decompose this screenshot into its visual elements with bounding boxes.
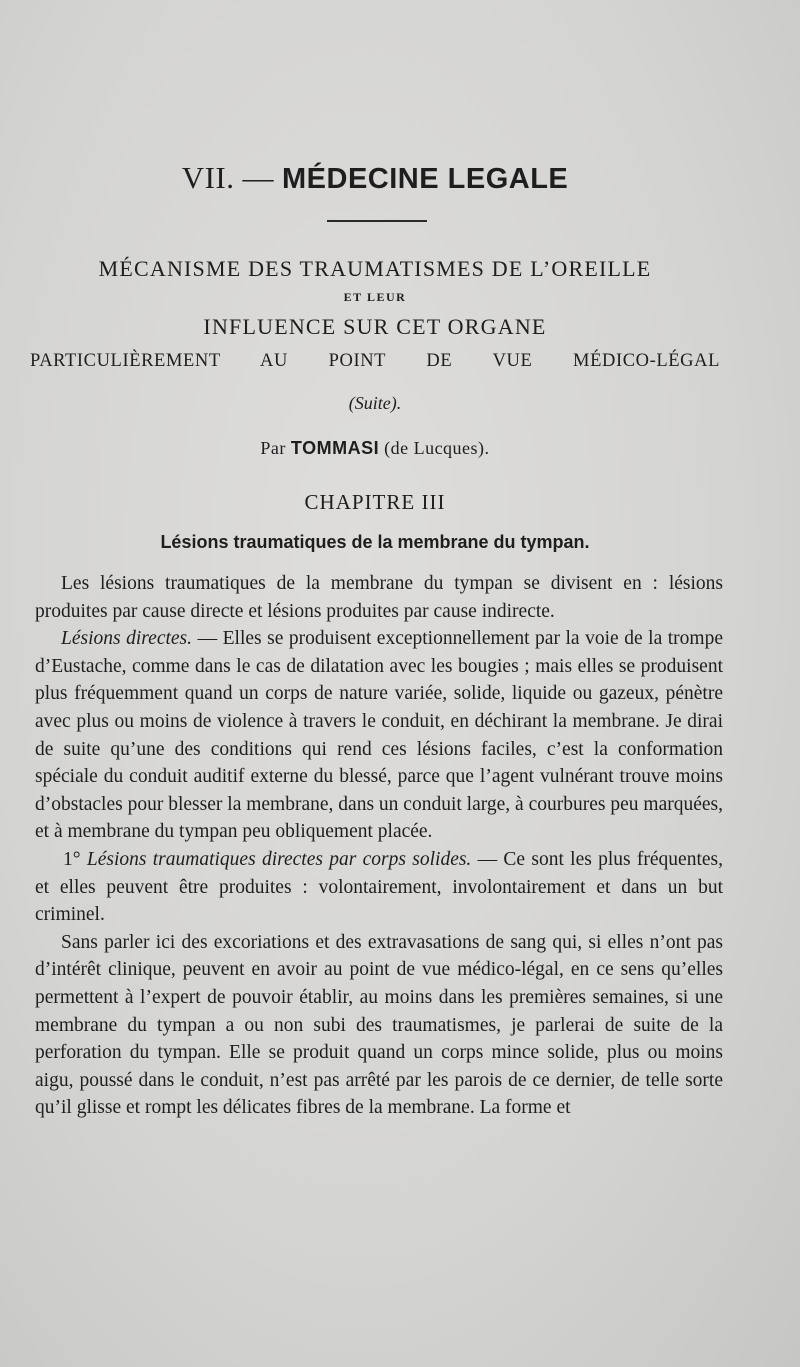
section-number: VII. bbox=[181, 160, 235, 195]
chapter-heading: CHAPITRE III bbox=[304, 490, 446, 514]
chapter-subheading: Lésions traumatiques de la membrane du tympan. bbox=[160, 532, 590, 552]
paragraph-2-text: — Elles se produisent exceptionnellement par la voie de la trompe d’Eustache, comme dans le cas de dilatation avec les bougies ; mais elles se produisent plus fréquemment quand un corps de nature variée, solide, liquide ou gazeux, pénètre avec plus ou moins de violence à travers le conduit, en déchirant la membrane. Je dirai de suite qu’une des conditions qui rend ces lésions faciles, c’est la conformation spéciale du conduit auditif externe du blessé, parce que l’agent vulnérant trouve moins d’obstacles pour blesser la membrane, dans un conduit large, à courbures peu marquées, et à membrane du tympan peu obliquement placée. bbox=[35, 628, 724, 843]
paragraph-3 bbox=[35, 846, 723, 929]
article-title-line-3: INFLUENCE SUR CET ORGANE bbox=[203, 314, 547, 339]
article-title-line-2: ET LEUR bbox=[343, 290, 407, 304]
paragraph-2 bbox=[35, 625, 723, 846]
section-title bbox=[0, 160, 750, 196]
paragraph-4: Sans parler ici des excoriations et des extravasations de sang qui, si elles n’ont pas d’intérêt clinique, peuvent en avoir au point de vue médico-légal, en ce sens qu’elles permettent à l’expert de pouvoir établir, au moins dans les premières semaines, si une membrane du tympan a ou non subi des traumatismes, je parlerai de suite de la perforation du tympan. Elle se produit quand un corps mince solide, plus ou moins aigu, poussé dans le conduit, n’est pas arrêté par les parois de ce dernier, de telle sorte qu’il glisse et rompt les délicates fibres de la membrane. La forme et bbox=[35, 931, 723, 1119]
article-title-suite: (Suite). bbox=[348, 393, 402, 413]
body-text bbox=[35, 570, 723, 1122]
paragraph-2-lead: Lésions directes. bbox=[61, 628, 193, 650]
author-name: TOMMASI bbox=[290, 438, 380, 458]
section-name: MÉDECINE LEGALE bbox=[282, 163, 569, 195]
article-title-line-4: PARTICULIÈREMENT AU POINT DE VUE MÉDICO-LÉGAL bbox=[30, 351, 720, 371]
author-prefix: Par bbox=[260, 438, 286, 458]
paragraph-3-lead: Lésions traumatiques directes par corps solides. bbox=[86, 848, 472, 870]
title-divider bbox=[327, 220, 427, 222]
author-suffix: (de Lucques). bbox=[384, 438, 490, 458]
author-line bbox=[0, 438, 750, 459]
section-dash: — bbox=[242, 160, 275, 195]
paragraph-1: Les lésions traumatiques de la membrane du tympan se divisent en : lésions produites par cause directe et lésions produites par cause indirecte. bbox=[35, 573, 723, 622]
paragraph-3-text: — Ce sont les plus fréquentes, et elles peuvent être produites : volontairement, involontairement et dans un but criminel. bbox=[35, 848, 723, 926]
article-title-line-1: MÉCANISME DES TRAUMATISMES DE L’OREILLE bbox=[98, 256, 652, 281]
paragraph-3-number: 1° bbox=[63, 848, 81, 870]
